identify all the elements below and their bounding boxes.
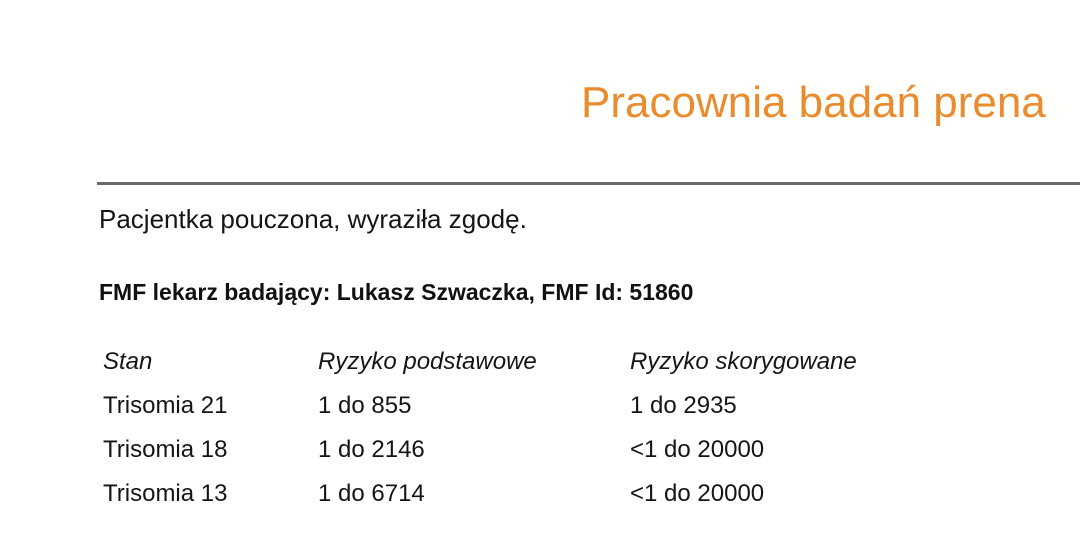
header-adjusted-risk: Ryzyko skorygowane — [630, 348, 857, 375]
condition-cell: Trisomia 18 — [103, 436, 228, 463]
base-risk-cell: 1 do 2146 — [318, 436, 425, 463]
clinic-title: Pracownia badań prena — [581, 78, 1046, 127]
risk-table — [103, 340, 930, 516]
table-row — [103, 472, 930, 516]
header-divider — [97, 182, 1080, 185]
examiner-line: FMF lekarz badający: Lukasz Szwaczka, FMF Id: 51860 — [99, 279, 694, 305]
base-risk-cell: 1 do 855 — [318, 392, 412, 419]
table-row — [103, 384, 930, 428]
adjusted-risk-cell: <1 do 20000 — [630, 436, 765, 463]
base-risk-cell: 1 do 6714 — [318, 480, 425, 507]
consent-statement: Pacjentka pouczona, wyraziła zgodę. — [99, 204, 527, 234]
header-base-risk: Ryzyko podstawowe — [318, 348, 537, 375]
header-stan: Stan — [103, 348, 153, 375]
adjusted-risk-cell: <1 do 20000 — [630, 480, 765, 507]
condition-cell: Trisomia 21 — [103, 392, 228, 419]
risk-table-header-row — [103, 340, 930, 384]
adjusted-risk-cell: 1 do 2935 — [630, 392, 737, 419]
table-row — [103, 428, 930, 472]
condition-cell: Trisomia 13 — [103, 480, 228, 507]
